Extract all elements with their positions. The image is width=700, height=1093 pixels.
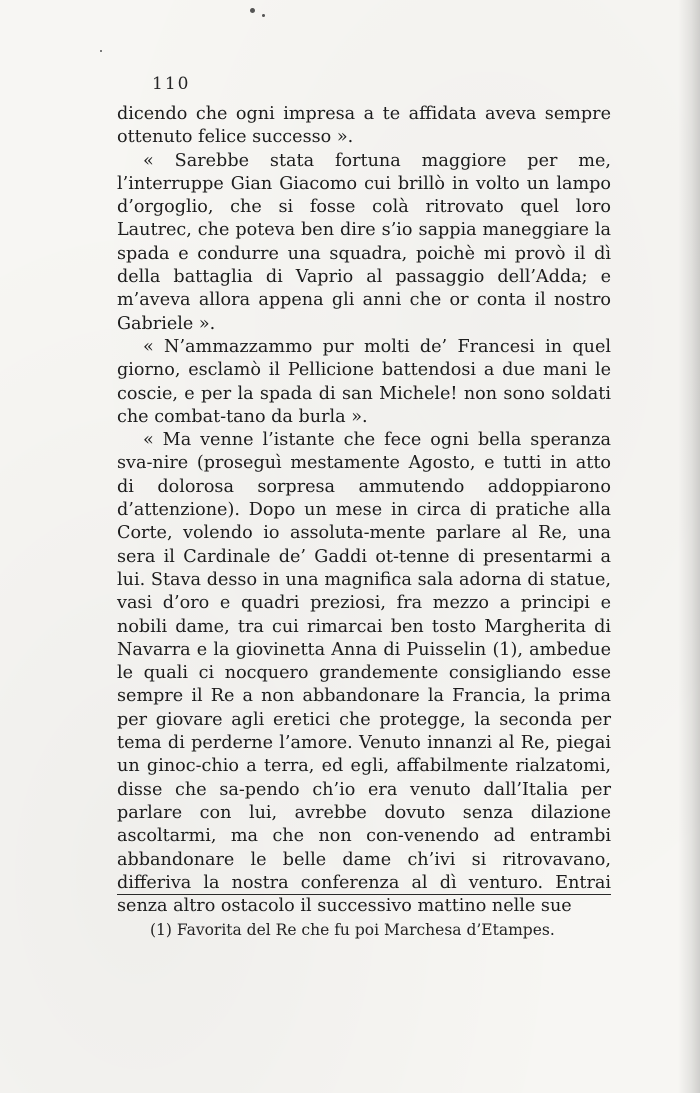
body-text bbox=[117, 103, 611, 918]
page-spine-shadow bbox=[678, 0, 700, 1093]
footnote: (1) Favorita del Re che fu poi Marchesa d’Etampes. bbox=[150, 921, 555, 939]
paragraph: « Sarebbe stata fortuna maggiore per me, l’interruppe Gian Giacomo cui brillò in volto un lampo d’orgoglio, che si fosse colà ritrovato quel loro Lautrec, che poteva ben dire s’io sappia maneggiare la spada e condurre una squadra, poichè mi provò il dì della battaglia di Vaprio al passaggio dell’Adda; e m’aveva allora appena gli anni che or conta il nostro Gabriele ». bbox=[117, 150, 611, 334]
page-number: 110 bbox=[152, 74, 191, 94]
footnote-separator bbox=[117, 894, 611, 895]
paragraph: « Ma venne l’istante che fece ogni bella speranza sva-nire (proseguì mestamente Agosto, e tutti in atto di dolorosa sorpresa ammutendo addoppiarono d’attenzione). Dopo un mese in circa di pratiche alla Corte, volendo io assoluta-mente parlare al Re, una sera il Cardinale de’ Gaddi ot-tenne di presentarmi a lui. Stava desso in una magnifica sala adorna di statue, vasi d’oro e quadri preziosi, fra mezzo a principi e nobili dame, tra cui rimarcai ben tosto Margherita di Navarra e la giovinetta Anna di Puisselin (1), ambedue le quali ci nocquero grandemente consigliando esse sempre il Re a non abbandonare la Francia, la prima per giovare agli eretici che protegge, la seconda per tema di perderne l’amore. Venuto innanzi al Re, piegai un ginoc-chio a terra, ed egli, affabilmente rialzatomi, disse che sa-pendo ch’io era venuto dall’Italia per parlare con lui, avrebbe dovuto senza dilazione ascoltarmi, ma che non con-venendo ad entrambi abbandonare le belle dame ch’ivi si ritrovavano, differiva la nostra conferenza al dì venturo. Entrai senza altro ostacolo il successivo mattino nelle sue bbox=[117, 430, 611, 917]
ink-speck bbox=[250, 8, 255, 13]
paragraph: « N’ammazzammo pur molti de’ Francesi in quel giorno, esclamò il Pellicione battendosi a due mani le coscie, e per la spada di san Michele! non sono soldati che combat-tano da burla ». bbox=[117, 336, 611, 427]
ink-speck bbox=[100, 50, 102, 52]
paragraph-continued: dicendo che ogni impresa a te affidata aveva sempre ottenuto felice successo ». bbox=[117, 104, 611, 148]
ink-speck bbox=[262, 14, 265, 17]
